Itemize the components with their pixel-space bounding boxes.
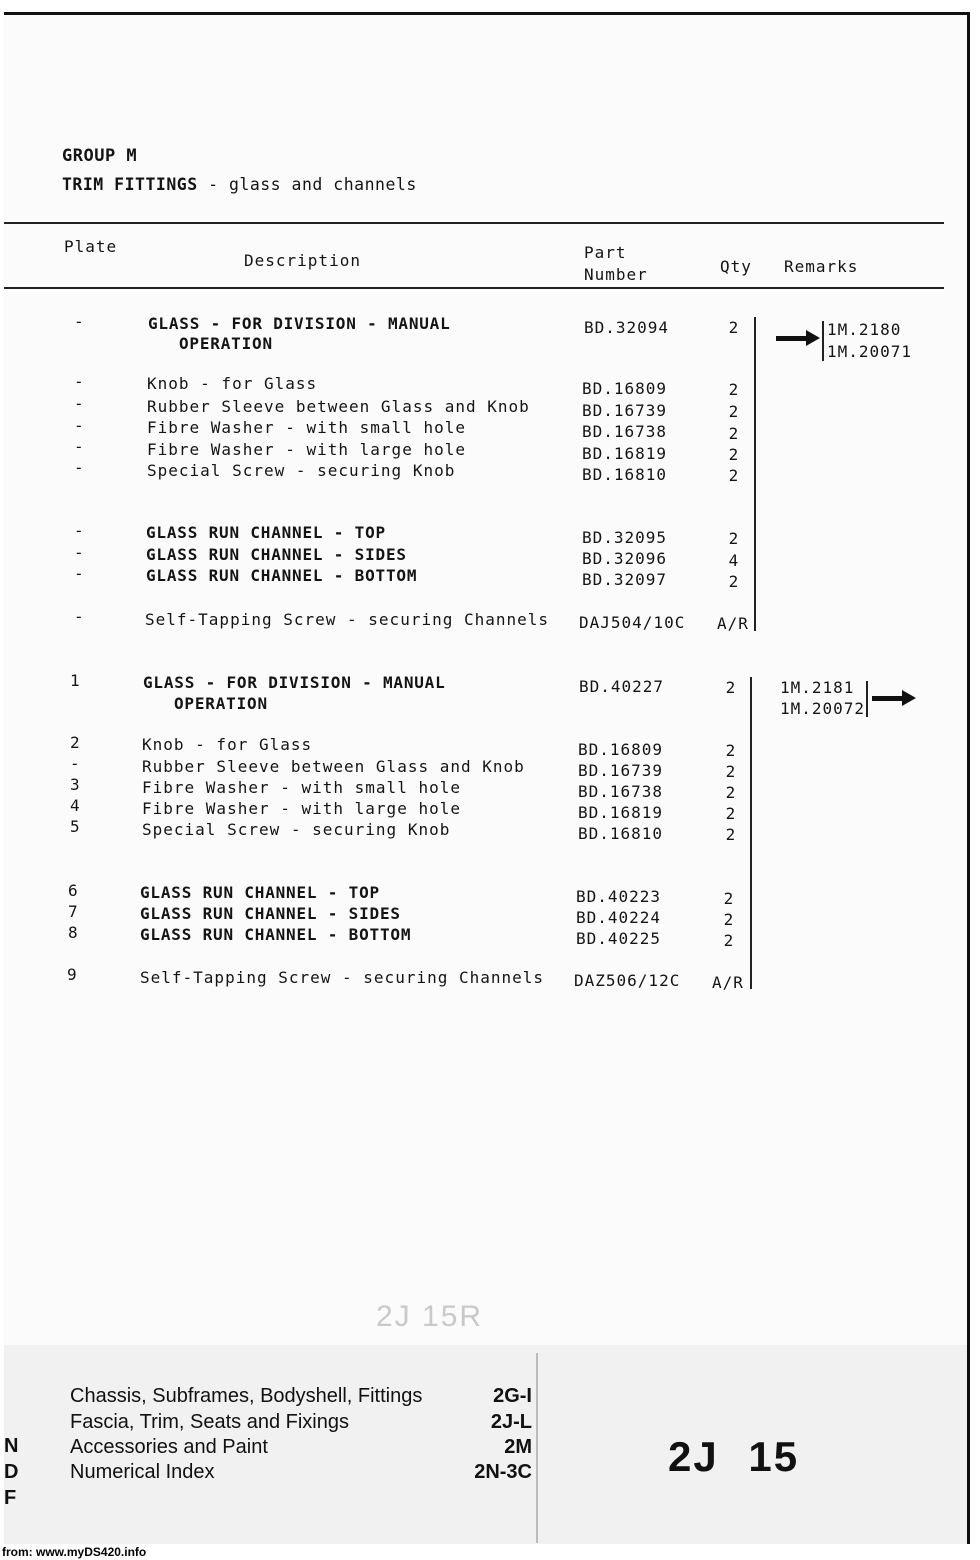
qty-cell: 2	[725, 741, 737, 760]
part-number-cell: BD.40223	[576, 887, 662, 906]
qty-cell: 2	[728, 466, 740, 485]
description-cell: Special Screw - securing Knob	[147, 461, 456, 480]
col-header-plate: Plate	[64, 237, 118, 256]
plate-cell: -	[74, 312, 85, 331]
part-number-cell: BD.16819	[582, 444, 668, 463]
qty-cell: A/R	[712, 973, 744, 992]
qty-cell: 2	[723, 910, 735, 929]
description-cell: Rubber Sleeve between Glass and Knob	[147, 397, 530, 416]
part-number-cell: BD.16810	[578, 824, 664, 843]
part-number-cell: BD.32095	[582, 528, 668, 547]
nav-index-code[interactable]: 2N-3C	[474, 1461, 532, 1483]
plate-cell: -	[74, 543, 85, 562]
qty-cell: 2	[725, 783, 737, 802]
part-number-cell: BD.16739	[582, 401, 668, 420]
plate-cell: 6	[68, 881, 79, 900]
qty-cell: 2	[728, 529, 740, 548]
part-number-cell: BD.16809	[578, 740, 664, 759]
page-reference: 2J 15	[668, 1433, 800, 1480]
arrow-right-icon	[776, 333, 820, 343]
description-cell-line2: OPERATION	[179, 334, 273, 353]
section-title	[62, 175, 417, 194]
description-cell: Fibre Washer - with small hole	[147, 418, 466, 437]
col-header-description: Description	[244, 251, 361, 270]
description-cell: Fibre Washer - with large hole	[142, 799, 461, 818]
part-number-cell: BD.40225	[576, 929, 662, 948]
part-number-cell: BD.32097	[582, 570, 668, 589]
col-header-qty: Qty	[720, 257, 752, 276]
part-number-cell: DAZ506/12C	[574, 971, 681, 990]
side-letter-d: D	[4, 1461, 19, 1483]
part-number-cell: BD.16739	[578, 761, 664, 780]
part-number-cell: BD.16819	[578, 803, 664, 822]
qty-cell: 2	[728, 572, 740, 591]
part-number-cell: BD.40227	[579, 677, 665, 696]
qty-cell: 2	[723, 931, 735, 950]
remark-from: 1M.2181	[780, 678, 855, 697]
description-cell: Fibre Washer - with large hole	[147, 440, 466, 459]
plate-cell: 7	[68, 902, 79, 921]
qty-cell: 2	[725, 762, 737, 781]
remarks-bracket-1	[822, 321, 824, 361]
qty-cell: 2	[728, 380, 740, 399]
qty-cell: 4	[728, 551, 740, 570]
plate-cell: -	[74, 458, 85, 477]
header-top-rule	[4, 222, 944, 224]
plate-cell: 1	[70, 671, 81, 690]
arrow-right-icon	[872, 693, 916, 703]
part-number-cell: BD.16809	[582, 379, 668, 398]
description-cell: GLASS RUN CHANNEL - SIDES	[140, 904, 401, 923]
qty-cell: 2	[728, 424, 740, 443]
plate-cell: -	[74, 564, 85, 583]
block-1-divider	[754, 317, 756, 631]
description-cell: Self-Tapping Screw - securing Channels	[145, 610, 550, 629]
plate-cell: 9	[67, 965, 78, 984]
remark-from: 1M.2180	[827, 320, 902, 339]
plate-cell: 5	[70, 817, 81, 836]
description-cell: Self-Tapping Screw - securing Channels	[140, 968, 545, 987]
nav-fascia-label[interactable]: Fascia, Trim, Seats and Fixings	[70, 1411, 349, 1433]
footer-navigation	[4, 1345, 970, 1544]
plate-cell: 3	[70, 775, 81, 794]
description-cell: GLASS RUN CHANNEL - BOTTOM	[146, 566, 418, 585]
description-cell: GLASS RUN CHANNEL - SIDES	[146, 545, 407, 564]
section-title-prefix: TRIM FITTINGS	[62, 175, 198, 194]
section-title-suffix: - glass and channels	[208, 175, 417, 194]
group-title: GROUP M	[62, 146, 138, 166]
description-cell: Fibre Washer - with small hole	[142, 778, 461, 797]
description-cell: Rubber Sleeve between Glass and Knob	[142, 757, 525, 776]
part-number-cell: BD.32094	[584, 318, 670, 337]
nav-accessories-code[interactable]: 2M	[504, 1436, 532, 1458]
qty-cell: 2	[725, 825, 737, 844]
plate-cell: -	[70, 754, 81, 773]
document-page	[4, 12, 970, 1544]
handwritten-stamp: 2J 15R	[376, 1300, 484, 1333]
description-cell: Special Screw - securing Knob	[142, 820, 451, 839]
description-cell: Knob - for Glass	[142, 735, 313, 754]
plate-cell: 2	[70, 733, 81, 752]
description-cell: GLASS RUN CHANNEL - TOP	[140, 883, 380, 902]
col-header-number: Number	[584, 265, 648, 284]
description-cell: GLASS RUN CHANNEL - BOTTOM	[140, 925, 412, 944]
nav-chassis-label[interactable]: Chassis, Subframes, Bodyshell, Fittings	[70, 1385, 423, 1407]
description-cell: GLASS - FOR DIVISION - MANUAL	[143, 673, 446, 692]
part-number-cell: BD.16738	[582, 422, 668, 441]
qty-cell: 2	[725, 804, 737, 823]
part-number-cell: BD.32096	[582, 549, 668, 568]
remark-to: 1M.20072	[780, 699, 866, 718]
part-number-cell: BD.16738	[578, 782, 664, 801]
col-header-remarks: Remarks	[784, 257, 859, 276]
part-number-cell: DAJ504/10C	[579, 613, 686, 632]
qty-cell: 2	[725, 678, 737, 697]
side-letter-n: N	[4, 1435, 19, 1457]
remark-to: 1M.20071	[827, 342, 913, 361]
nav-accessories-label[interactable]: Accessories and Paint	[70, 1436, 268, 1458]
plate-cell: -	[74, 372, 85, 391]
plate-cell: -	[74, 521, 85, 540]
description-cell: GLASS - FOR DIVISION - MANUAL	[148, 314, 451, 333]
part-number-cell: BD.16810	[582, 465, 668, 484]
description-cell-line2: OPERATION	[174, 694, 268, 713]
plate-cell: -	[74, 437, 85, 456]
block-2-divider	[750, 677, 752, 989]
nav-index-label[interactable]: Numerical Index	[70, 1461, 215, 1483]
plate-cell: -	[74, 607, 85, 626]
nav-chassis-code[interactable]: 2G-I	[493, 1385, 532, 1407]
plate-cell: 8	[68, 923, 79, 942]
col-header-part: Part	[584, 243, 627, 262]
source-watermark: from: www.myDS420.info	[2, 1545, 147, 1559]
plate-cell: -	[74, 394, 85, 413]
header-bottom-rule	[4, 287, 944, 289]
footer-divider	[536, 1353, 538, 1543]
qty-cell: 2	[728, 402, 740, 421]
qty-cell: 2	[728, 445, 740, 464]
description-cell: GLASS RUN CHANNEL - TOP	[146, 523, 386, 542]
remarks-bracket-2	[866, 681, 868, 717]
side-letter-f: F	[4, 1487, 17, 1509]
part-number-cell: BD.40224	[576, 908, 662, 927]
plate-cell: 4	[70, 796, 81, 815]
plate-cell: -	[74, 416, 85, 435]
qty-cell: A/R	[717, 614, 749, 633]
qty-cell: 2	[723, 889, 735, 908]
qty-cell: 2	[728, 318, 740, 337]
description-cell: Knob - for Glass	[147, 374, 318, 393]
nav-fascia-code[interactable]: 2J-L	[490, 1411, 532, 1433]
